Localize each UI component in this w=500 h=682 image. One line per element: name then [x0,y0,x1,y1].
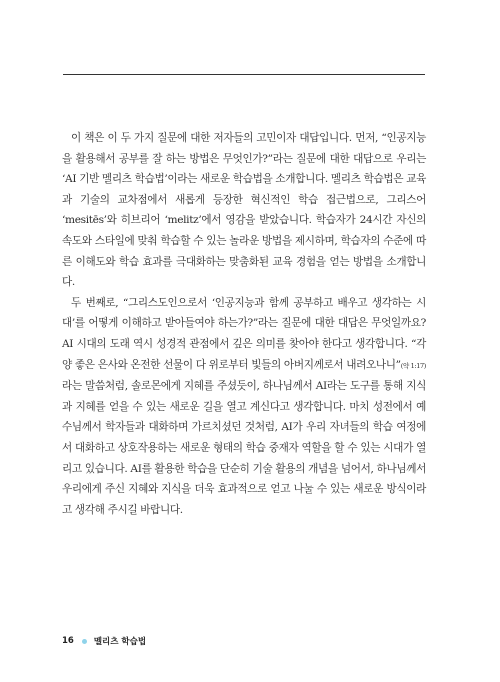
running-title: 멜리츠 학습법 [93,637,147,647]
paragraph-2-text-a: 두 번째로, “그리스도인으로서 ‘인공지능과 함께 공부하고 배우고 생각하는 시대’를 어떻게 이해하고 받아들여야 하는가?”라는 질문에 대한 대답은 무엇일까요? AI 시대의 도래 역시 성경적 관점에서 깊은 의미를 찾아야 한다고 생각합니다. “각양 좋은 은사와 온전한 선물이 다 위로부터 빛들의 아버지께로서 내려오나니” [62,296,426,371]
footer-dot-icon [82,639,87,644]
paragraph-1: 이 책은 이 두 가지 질문에 대한 저자들의 고민이자 대답입니다. 먼저, “인공지능을 활용해서 공부를 잘 하는 방법은 무엇인가?”라는 질문에 대한 대답으로 우리는 ‘AI 기반 멜리츠 학습법’이라는 새로운 학습법을 소개합니다. 멜리츠 학습법은 교육과 기술의 교차점에서 새롭게 등장한 혁신적인 학습 접근법으로, 그리스어 ‘mesitēs’와 히브리어 ‘melitz’에서 영감을 받았습니다. 학습자가 24시간 자신의 속도와 스타일에 맞춰 학습할 수 있는 놀라운 방법을 제시하며, 학습자의 수준에 따른 이해도와 학습 효과를 극대화하는 맞춤화된 교육 경험을 얻는 방법을 소개합니다. [62,132,426,289]
page-footer [62,635,146,647]
header-rule [63,74,425,75]
body-text [62,128,426,520]
page-number: 16 [62,636,74,646]
scripture-reference: (약 1:17) [400,361,426,370]
paragraph-2 [62,293,426,521]
paragraph-2-text-b: 라는 말씀처럼, 솔로몬에게 지혜를 주셨듯이, 하나님께서 AI라는 도구를 통해 지식과 지혜를 얻을 수 있는 새로운 길을 열고 계신다고 생각합니다. 마치 성전에서 예수님께서 학자들과 대화하며 가르치셨던 것처럼, AI가 우리 자녀들의 학습 여정에서 대화하고 상호작용하는 새로운 형태의 학습 중재자 역할을 할 수 있는 시대가 열리고 있습니다. AI를 활용한 학습을 단순히 기술 활용의 개념을 넘어서, 하나님께서 우리에게 주신 지혜와 지식을 더욱 효과적으로 얻고 나눌 수 있는 새로운 방식이라고 생각해 주시길 바랍니다. [62,380,426,516]
